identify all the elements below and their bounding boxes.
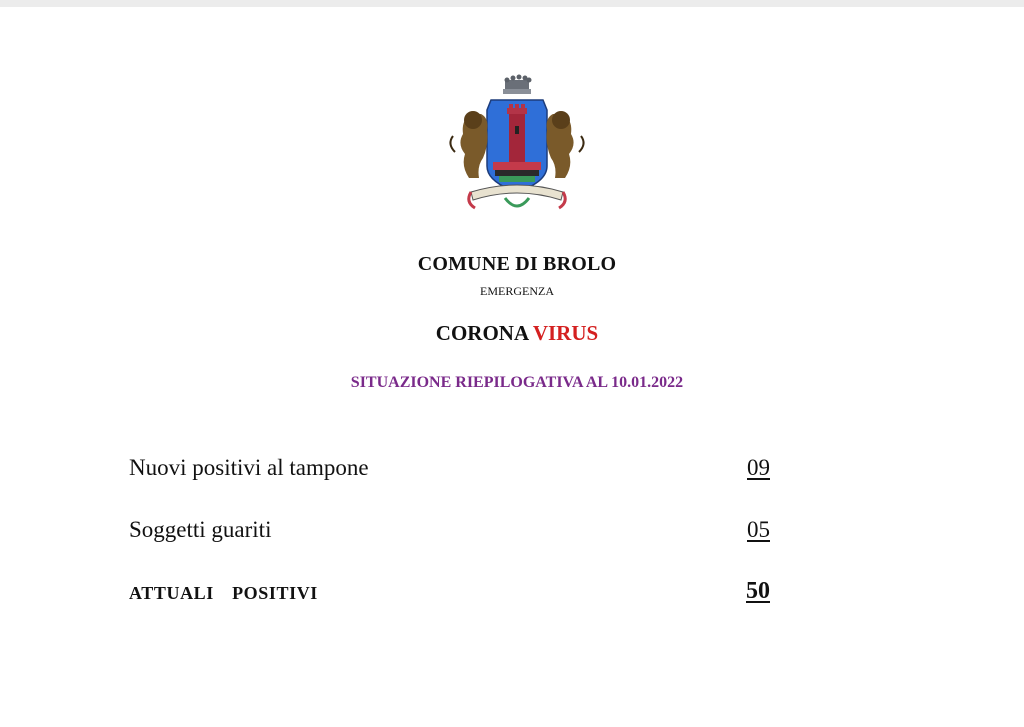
stat-value: 09 [747,455,770,480]
stat-row-new-positives [129,455,770,485]
topic-title [0,321,1024,346]
stat-value: 50 [746,578,770,604]
topic-prefix: CORONA [435,321,528,345]
stat-row-current-positives [129,578,770,608]
top-strip [0,0,1024,7]
coat-of-arms-icon [443,74,591,220]
stat-label: Soggetti guariti [129,517,272,542]
emergency-label: EMERGENZA [480,284,554,298]
topic-highlight: VIRUS [532,321,599,345]
stat-label: ATTUALI POSITIVI [129,583,318,603]
summary-title: SITUAZIONE RIEPILOGATIVA AL 10.01.2022 [350,374,684,391]
municipality-title: COMUNE DI BROLO [417,253,617,275]
stat-value: 05 [747,517,770,542]
stat-row-recovered [129,517,770,547]
stat-label: Nuovi positivi al tampone [129,455,369,480]
